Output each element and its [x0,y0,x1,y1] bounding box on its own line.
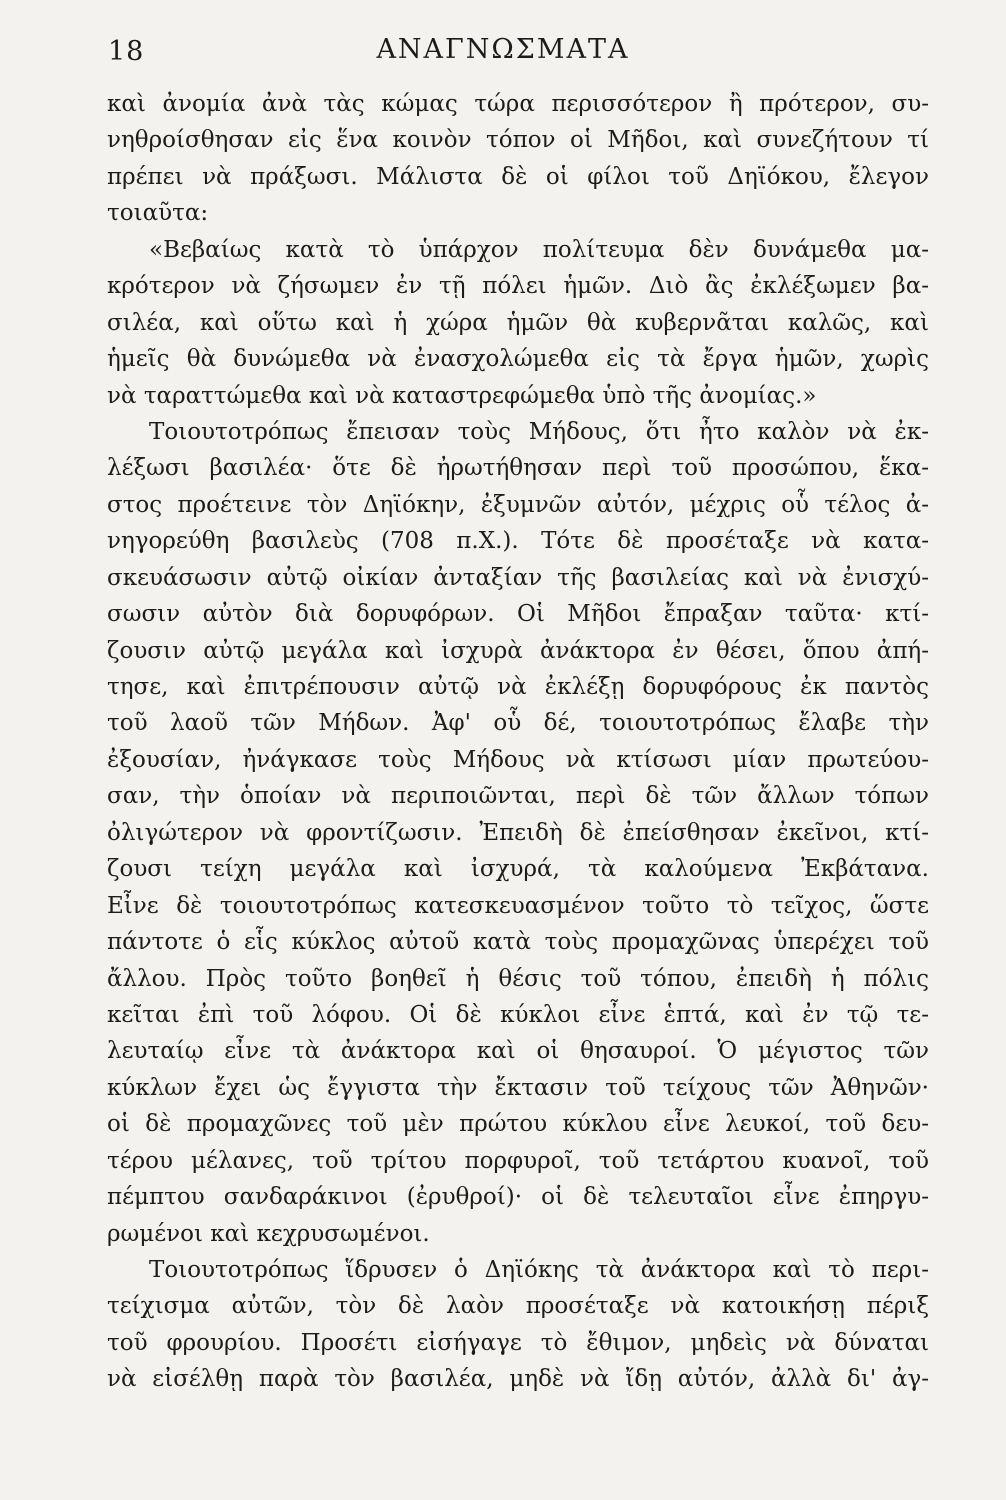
text-line: πάντοτε ὁ εἷς κύκλος αὐτοῦ κατὰ τοὺς προμαχῶνας ὑπερέχει τοῦ [107,929,929,956]
text-line: σαν, τὴν ὁποίαν νὰ περιποιῶνται, περὶ δὲ τῶν ἄλλων τόπων [107,783,929,810]
text-line: ρωμένοι καὶ κεχρυσωμένοι. [107,1220,430,1247]
text-line: ζουσιν αὐτῷ μεγάλα καὶ ἰσχυρὰ ἀνάκτορα ἐν θέσει, ὅπου ἀπή- [107,637,929,664]
text-line: νηθροίσθησαν εἰς ἕνα κοινὸν τόπον οἱ Μῆδοι, καὶ συνεζήτουν τί [107,127,929,154]
text-line: νηγορεύθη βασιλεὺς (708 π.Χ.). Τότε δὲ προσέταξε νὰ κατα- [107,528,929,555]
text-line: τέρου μέλανες, τοῦ τρίτου πορφυροῖ, τοῦ τετάρτου κυανοῖ, τοῦ [107,1147,929,1174]
text-line: κρότερον νὰ ζήσωμεν ἐν τῇ πόλει ἡμῶν. Διὸ ἂς ἐκλέξωμεν βα- [107,273,929,300]
text-line: Εἶνε δὲ τοιουτοτρόπως κατεσκευασμένον τοῦτο τὸ τεῖχος, ὥστε [107,892,929,919]
text-line: ἄλλου. Πρὸς τοῦτο βοηθεῖ ἡ θέσις τοῦ τόπου, ἐπειδὴ ἡ πόλις [107,965,929,992]
text-line: κύκλων ἔχει ὡς ἔγγιστα τὴν ἔκτασιν τοῦ τείχους τῶν Ἀθηνῶν· [107,1074,929,1101]
text-line: νὰ ταραττώμεθα καὶ νὰ καταστρεφώμεθα ὑπὸ τῆς ἀνομίας.» [107,382,817,409]
text-line: Τοιουτοτρόπως ἔπεισαν τοὺς Μήδους, ὅτι ἦτο καλὸν νὰ ἐκ- [149,418,929,445]
text-line: σιλέα, καὶ οὕτω καὶ ἡ χώρα ἡμῶν θὰ κυβερνᾶται καλῶς, καὶ [107,309,929,336]
text-line: τοῦ φρουρίου. Προσέτι εἰσήγαγε τὸ ἔθιμον, μηδεὶς νὰ δύναται [107,1329,929,1356]
text-line: τησε, καὶ ἐπιτρέπουσιν αὐτῷ νὰ ἐκλέξῃ δορυφόρους ἐκ παντὸς [107,674,929,700]
page-number: 18 [108,36,145,67]
running-title: ΑΝΑΓΝΩΣΜΑΤΑ [376,34,630,65]
text-line: πέμπτου σανδαράκινοι (ἐρυθροί)· οἱ δὲ τελευταῖοι εἶνε ἐπηργυ- [107,1184,929,1211]
text-line: πρέπει νὰ πράξωσι. Μάλιστα δὲ οἱ φίλοι τοῦ Δηϊόκου, ἔλεγον [107,163,929,190]
text-line: ὀλιγώτερον νὰ φροντίζωσιν. Ἐπειδὴ δὲ ἐπείσθησαν ἐκεῖνοι, κτί- [107,819,929,846]
text-line: σωσιν αὐτὸν διὰ δορυφόρων. Οἱ Μῆδοι ἔπραξαν ταῦτα· κτί- [107,601,929,628]
text-line: νὰ εἰσέλθῃ παρὰ τὸν βασιλέα, μηδὲ νὰ ἴδῃ αὐτόν, ἀλλὰ δι' ἀγ- [107,1366,929,1393]
text-line: τοιαῦτα: [107,200,209,227]
text-line: καὶ ἀνομία ἀνὰ τὰς κώμας τώρα περισσότερον ἢ πρότερον, συ- [107,91,929,117]
text-line: «Βεβαίως κατὰ τὸ ὑπάρχον πολίτευμα δὲν δυνάμεθα μα- [149,236,929,263]
text-line: λευταίῳ εἶνε τὰ ἀνάκτορα καὶ οἱ θησαυροί. Ὁ μέγιστος τῶν [107,1038,929,1065]
text-line: τείχισμα αὐτῶν, τὸν δὲ λαὸν προσέταξε νὰ κατοικήσῃ πέριξ [107,1293,929,1320]
text-line: κεῖται ἐπὶ τοῦ λόφου. Οἱ δὲ κύκλοι εἶνε ἑπτά, καὶ ἐν τῷ τε- [107,1001,929,1028]
text-line: λέξωσι βασιλέα· ὅτε δὲ ἠρωτήθησαν περὶ τοῦ προσώπου, ἕκα- [107,455,929,482]
text-line: τοῦ λαοῦ τῶν Μήδων. Ἀφ' οὗ δέ, τοιουτοτρόπως ἔλαβε τὴν [107,710,929,737]
text-line: Τοιουτοτρόπως ἵδρυσεν ὁ Δηϊόκης τὰ ἀνάκτορα καὶ τὸ περι- [149,1257,929,1283]
text-line: στος προέτεινε τὸν Δηϊόκην, ἐξυμνῶν αὐτόν, μέχρις οὗ τέλος ἀ- [107,491,929,518]
text-line: οἱ δὲ προμαχῶνες τοῦ μὲν πρώτου κύκλου εἶνε λευκοί, τοῦ δευ- [107,1111,929,1138]
body-text [107,86,929,1398]
text-line: σκευάσωσιν αὐτῷ οἰκίαν ἀνταξίαν τῆς βασιλείας καὶ νὰ ἐνισχύ- [107,564,929,591]
text-line: ζουσι τείχη μεγάλα καὶ ἰσχυρά, τὰ καλούμενα Ἐκβάτανα. [107,856,929,883]
text-line: ἡμεῖς θὰ δυνώμεθα νὰ ἐνασχολώμεθα εἰς τὰ ἔργα ἡμῶν, χωρὶς [107,346,929,373]
text-line: ἐξουσίαν, ἠνάγκασε τοὺς Μήδους νὰ κτίσωσι μίαν πρωτεύου- [107,746,929,773]
